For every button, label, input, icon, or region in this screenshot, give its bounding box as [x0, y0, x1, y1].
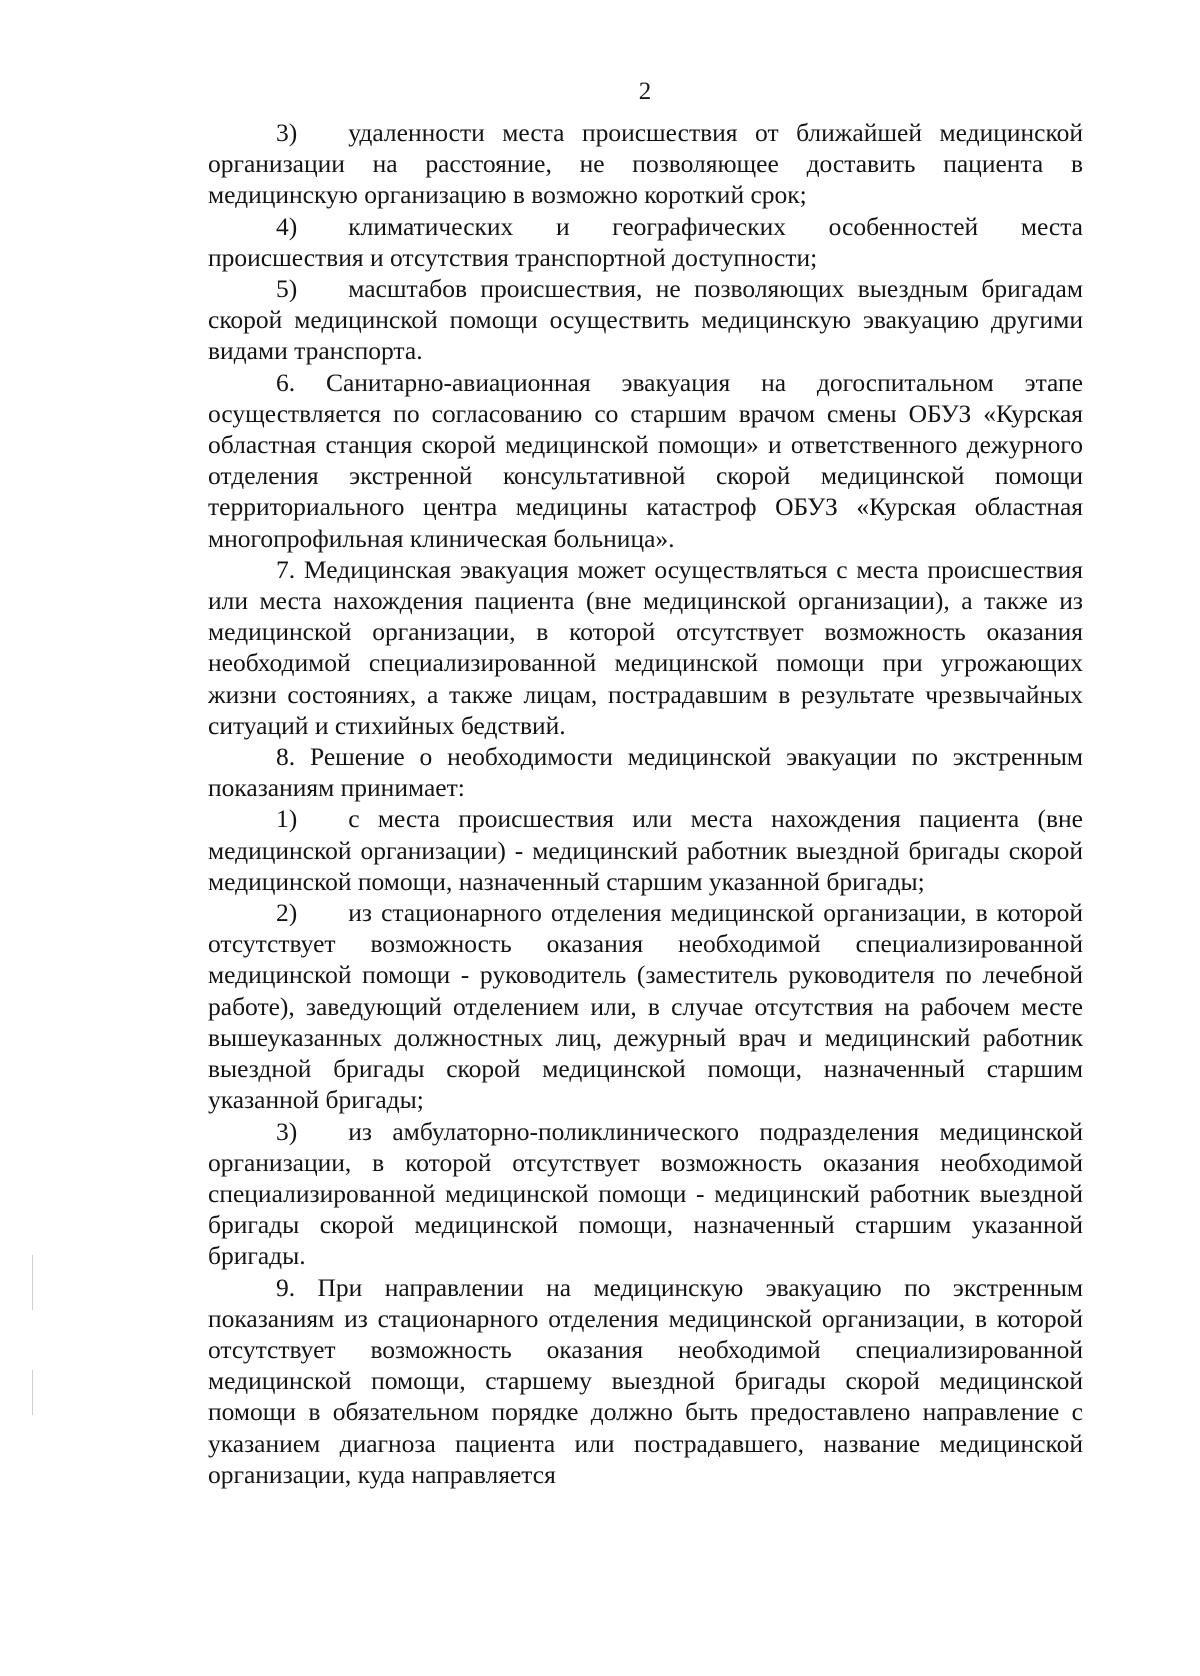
list-item-scale: 5) масштабов происшествия, не позволяющих выездным бригадам скорой медицинской помощи осуществить медицинскую эвакуацию другими видами транспорта.	[208, 274, 1083, 366]
clause-8-list-item-3: 3) из амбулаторно-поликлинического подразделения медицинской организации, в которой отсутствует возможность оказания необходимой специализированной медицинской помощи - медицинский работник выездной бригады скорой медицинской помощи, назначенный старшим указанной бригады.	[208, 1116, 1083, 1271]
clause-8-list-item-1: 1) с места происшествия или места нахождения пациента (вне медицинской организации) - медицинский работник выездной бригады скорой медицинской помощи, назначенный старшим указанной бригады;	[208, 804, 1083, 896]
page-number: 2	[638, 78, 652, 105]
clause-8-paragraph: 8. Решение о необходимости медицинской эвакуации по экстренным показаниям принимает:	[208, 742, 1083, 803]
clause-9-paragraph: 9. При направлении на медицинскую эвакуацию по экстренным показаниям из стационарного отделения медицинской организации, в которой отсутствует возможность оказания необходимой специализированной медицинской помощи, старшему выездной бригады скорой медицинской помощи в обязательном порядке должно быть предоставлено направление с указанием диагноза пациента или пострадавшего, название медицинской организации, куда направляется	[208, 1272, 1083, 1489]
scan-artifact	[32, 1255, 33, 1310]
list-item-distance: 3) удаленности места происшествия от ближайшей медицинской организации на расстояние, не позволяющее доставить пациента в медицинскую организацию в возможно короткий срок;	[208, 118, 1083, 210]
clause-7-paragraph: 7. Медицинская эвакуация может осуществляться с места происшествия или места нахождения пациента (вне медицинской организации), а также из медицинской организации, в которой отсутствует возможность оказания необходимой специализированной медицинской помощи при угрожающих жизни состояниях, а также лицам, пострадавшим в результате чрезвычайных ситуаций и стихийных бедствий.	[208, 554, 1083, 740]
list-item-climate: 4) климатических и географических особенностей места происшествия и отсутствия транспортной доступности;	[208, 211, 1083, 272]
clause-8-list-item-2: 2) из стационарного отделения медицинской организации, в которой отсутствует возможность оказания необходимой специализированной медицинской помощи - руководитель (заместитель руководителя по лечебной работе), заведующий отделением или, в случае отсутствия на рабочем месте вышеуказанных должностных лиц, дежурный врач и медицинский работник выездной бригады скорой медицинской помощи, назначенный старшим указанной бригады;	[208, 898, 1083, 1115]
scan-artifact	[32, 1370, 33, 1415]
document-body	[208, 117, 1083, 1490]
clause-6-paragraph: 6. Санитарно-авиационная эвакуация на догоспитальном этапе осуществляется по согласованию со старшим врачом смены ОБУЗ «Курская областная станция скорой медицинской помощи» и ответственного дежурного отделения экстренной консультативной скорой медицинской помощи территориального центра медицины катастроф ОБУЗ «Курская областная многопрофильная клиническая больница».	[208, 367, 1083, 553]
